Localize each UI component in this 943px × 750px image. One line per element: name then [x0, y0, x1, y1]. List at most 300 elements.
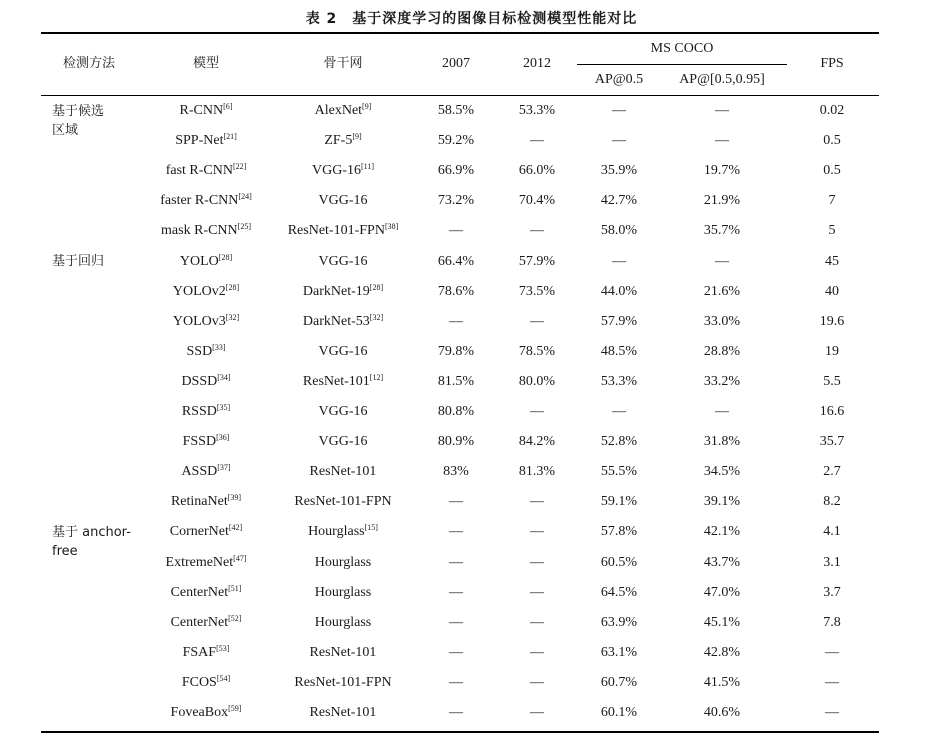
- cell-ap: [704, 615, 740, 631]
- cell-model: [171, 494, 241, 510]
- citation-ref: [28]: [225, 283, 240, 292]
- cell-fps: [825, 705, 839, 721]
- cell-model: [173, 284, 239, 300]
- y2012-text: 70.4%: [518, 193, 556, 208]
- ap50-text: 42.7%: [600, 193, 638, 208]
- group-label-anchor-free: [52, 523, 131, 561]
- header-2007: 2007: [442, 56, 470, 71]
- cell-backbone: [319, 254, 368, 270]
- cell-fps: [820, 404, 845, 420]
- cell-fps: [823, 464, 841, 480]
- y2007-text: 80.9%: [437, 434, 475, 449]
- model-text: fast R-CNN: [165, 163, 233, 178]
- cell-ap: [704, 314, 740, 330]
- cell-model: [160, 193, 251, 209]
- cell-y2012: [519, 374, 555, 390]
- cell-backbone: [303, 374, 383, 390]
- cell-y2007: [438, 254, 474, 270]
- cell-ap50: [601, 314, 637, 330]
- cell-y2007: [438, 284, 474, 300]
- fps-text: —: [825, 705, 839, 720]
- ap-text: 40.6%: [703, 705, 741, 720]
- cell-fps: [823, 133, 841, 149]
- cell-fps: [825, 645, 839, 661]
- cell-ap50: [601, 163, 637, 179]
- y2007-text: —: [449, 223, 463, 238]
- cell-y2012: [530, 645, 544, 661]
- y2007-text: 79.8%: [437, 344, 475, 359]
- citation-ref: [36]: [216, 433, 230, 442]
- fps-text: 40: [825, 284, 839, 299]
- citation-ref: [54]: [216, 674, 231, 683]
- ap50-text: 63.9%: [600, 615, 638, 630]
- y2007-text: —: [449, 555, 463, 570]
- y2012-text: —: [530, 645, 544, 660]
- ap-text: 33.2%: [703, 374, 741, 389]
- y2012-text: —: [530, 404, 544, 419]
- cell-fps: [823, 494, 841, 510]
- model-text: mask R-CNN: [161, 223, 238, 238]
- backbone-text: VGG-16: [318, 254, 368, 269]
- cell-y2012: [530, 314, 544, 330]
- backbone-text: VGG-16: [318, 434, 368, 449]
- cell-model: [183, 434, 230, 450]
- fps-text: 45: [825, 254, 839, 269]
- cell-backbone: [315, 103, 372, 119]
- table-caption: 表 2 基于深度学习的图像目标检测模型性能对比: [305, 11, 638, 27]
- fps-text: 35.7: [819, 434, 845, 449]
- group-label-line: 区域: [52, 123, 79, 138]
- cell-backbone: [324, 133, 361, 149]
- cell-y2012: [530, 555, 544, 571]
- ap-text: 42.8%: [703, 645, 741, 660]
- model-text: CenterNet: [170, 615, 229, 630]
- cell-y2012: [519, 103, 555, 119]
- model-text: CenterNet: [170, 585, 229, 600]
- y2007-text: 59.2%: [437, 133, 475, 148]
- ap50-text: 64.5%: [600, 585, 638, 600]
- cell-ap50: [601, 645, 637, 661]
- cell-backbone: [288, 223, 399, 239]
- cell-ap50: [601, 284, 637, 300]
- backbone-text: ResNet-101: [309, 464, 377, 479]
- cell-model: [182, 404, 230, 420]
- cell-model: [171, 615, 242, 631]
- model-text: FSSD: [182, 434, 217, 449]
- citation-ref: [28]: [218, 253, 233, 262]
- ap-text: —: [715, 254, 729, 269]
- cell-y2007: [438, 103, 474, 119]
- cell-y2007: [449, 705, 463, 721]
- cell-backbone: [315, 615, 372, 631]
- cell-model: [166, 163, 247, 179]
- group-label-regression: [52, 252, 104, 271]
- y2007-text: —: [449, 705, 463, 720]
- y2012-text: —: [530, 675, 544, 690]
- backbone-text: Hourglass: [314, 615, 372, 630]
- header-method: 检测方法: [62, 56, 116, 71]
- cell-y2007: [449, 675, 463, 691]
- y2012-text: —: [530, 524, 544, 539]
- cell-y2007: [449, 494, 463, 510]
- citation-ref: [6]: [223, 102, 233, 111]
- cell-y2007: [438, 374, 474, 390]
- cell-y2007: [449, 524, 463, 540]
- cell-ap50: [612, 103, 626, 119]
- model-text: FoveaBox: [170, 705, 229, 720]
- ap-text: 19.7%: [703, 163, 741, 178]
- backbone-text: DarkNet-53: [302, 314, 370, 329]
- cell-y2012: [530, 705, 544, 721]
- model-text: YOLO: [179, 254, 219, 269]
- citation-ref: [11]: [360, 162, 375, 171]
- y2007-text: 83%: [443, 464, 469, 479]
- cell-fps: [825, 675, 839, 691]
- cell-y2007: [438, 193, 474, 209]
- ap-text: 45.1%: [703, 615, 741, 630]
- y2007-text: 80.8%: [437, 404, 475, 419]
- ap-text: 28.8%: [703, 344, 741, 359]
- cell-y2007: [438, 404, 474, 420]
- ap-text: 31.8%: [703, 434, 741, 449]
- fps-text: 3.1: [823, 555, 841, 570]
- cell-ap: [704, 223, 740, 239]
- cell-fps: [823, 585, 841, 601]
- model-text: SSD: [186, 344, 213, 359]
- ap50-text: 58.0%: [600, 223, 638, 238]
- ap-text: 21.6%: [703, 284, 741, 299]
- citation-ref: [25]: [237, 222, 251, 231]
- cell-backbone: [310, 705, 377, 721]
- ap50-text: 35.9%: [600, 163, 638, 178]
- fps-text: 0.5: [823, 163, 841, 178]
- cell-y2012: [530, 524, 544, 540]
- cell-model: [180, 103, 233, 119]
- citation-ref: [59]: [228, 704, 242, 713]
- cell-ap: [704, 434, 740, 450]
- citation-ref: [21]: [223, 132, 237, 141]
- model-text: RetinaNet: [170, 494, 228, 509]
- y2012-text: 57.9%: [518, 254, 556, 269]
- cell-ap: [704, 374, 740, 390]
- backbone-text: VGG-16: [318, 193, 368, 208]
- cell-y2007: [443, 464, 469, 480]
- cell-model: [173, 314, 239, 330]
- cell-fps: [820, 314, 845, 330]
- ap-text: 35.7%: [703, 223, 741, 238]
- y2007-text: —: [449, 314, 463, 329]
- ap-text: 39.1%: [703, 494, 741, 509]
- cell-ap50: [601, 615, 637, 631]
- cell-ap: [704, 645, 740, 661]
- ap50-text: 60.5%: [600, 555, 638, 570]
- y2012-text: 53.3%: [518, 103, 556, 118]
- cell-fps: [823, 524, 841, 540]
- ap-text: 42.1%: [703, 524, 741, 539]
- citation-ref: [37]: [217, 463, 231, 472]
- cell-fps: [823, 374, 841, 390]
- cell-y2007: [438, 434, 474, 450]
- ap50-text: 44.0%: [600, 284, 638, 299]
- fps-text: 5: [828, 223, 836, 238]
- cell-ap50: [601, 464, 637, 480]
- cell-fps: [820, 434, 845, 450]
- cell-model: [171, 705, 242, 721]
- cell-ap50: [601, 223, 637, 239]
- y2007-text: 66.9%: [437, 163, 475, 178]
- y2012-text: —: [530, 615, 544, 630]
- header-ap50: AP@0.5: [594, 72, 644, 87]
- citation-ref: [47]: [233, 554, 247, 563]
- citation-ref: [32]: [225, 313, 240, 322]
- cell-ap50: [601, 675, 637, 691]
- cell-model: [171, 585, 242, 601]
- group-label-line: 基于 anchor-: [52, 525, 131, 540]
- model-text: ASSD: [181, 464, 218, 479]
- y2007-text: —: [449, 524, 463, 539]
- citation-ref: [15]: [364, 523, 378, 532]
- cell-fps: [825, 344, 839, 360]
- fps-text: 8.2: [823, 494, 841, 509]
- y2007-text: 81.5%: [437, 374, 475, 389]
- model-text: SPP-Net: [175, 133, 224, 148]
- cell-model: [181, 464, 230, 480]
- cell-y2007: [449, 615, 463, 631]
- backbone-text: DarkNet-19: [302, 284, 370, 299]
- y2012-text: —: [530, 223, 544, 238]
- cell-backbone: [319, 193, 368, 209]
- backbone-text: ResNet-101: [309, 705, 377, 720]
- cell-y2007: [449, 555, 463, 571]
- citation-ref: [22]: [232, 162, 247, 171]
- ap50-text: 52.8%: [600, 434, 638, 449]
- cell-y2012: [519, 163, 555, 179]
- ap50-text: 48.5%: [600, 344, 638, 359]
- fps-text: 5.5: [823, 374, 841, 389]
- fps-text: 3.7: [823, 585, 841, 600]
- y2007-text: —: [449, 585, 463, 600]
- ap-text: 47.0%: [703, 585, 741, 600]
- group-label-line: 基于候选: [52, 104, 105, 119]
- cell-ap: [715, 133, 729, 149]
- fps-text: 7: [828, 193, 836, 208]
- ap50-text: 57.8%: [600, 524, 638, 539]
- model-text: YOLOv3: [172, 314, 226, 329]
- cell-ap: [704, 524, 740, 540]
- ap-text: —: [715, 103, 729, 118]
- citation-ref: [28]: [369, 283, 384, 292]
- cell-backbone: [308, 524, 378, 540]
- citation-ref: [24]: [238, 192, 252, 201]
- header-backbone: 骨干网: [323, 56, 363, 71]
- header-rule: [41, 95, 879, 96]
- ap-text: 33.0%: [703, 314, 741, 329]
- y2012-text: —: [530, 705, 544, 720]
- fps-text: 4.1: [823, 524, 841, 539]
- cell-ap: [715, 404, 729, 420]
- cell-ap: [715, 103, 729, 119]
- fps-text: 0.5: [823, 133, 841, 148]
- fps-text: 7.8: [823, 615, 841, 630]
- model-text: RSSD: [181, 404, 217, 419]
- ap50-text: 60.1%: [600, 705, 638, 720]
- citation-ref: [9]: [352, 132, 362, 141]
- y2012-text: —: [530, 585, 544, 600]
- cell-backbone: [303, 314, 383, 330]
- cell-ap50: [601, 434, 637, 450]
- ap50-text: 63.1%: [600, 645, 638, 660]
- cell-fps: [823, 163, 841, 179]
- citation-ref: [52]: [228, 614, 242, 623]
- cell-fps: [829, 223, 836, 239]
- y2012-text: 66.0%: [518, 163, 556, 178]
- y2012-text: 73.5%: [518, 284, 556, 299]
- ap50-text: —: [612, 133, 626, 148]
- y2007-text: 58.5%: [437, 103, 475, 118]
- cell-backbone: [294, 494, 391, 510]
- cell-ap50: [612, 404, 626, 420]
- cell-model: [186, 344, 225, 360]
- cell-y2007: [449, 314, 463, 330]
- y2007-text: —: [449, 615, 463, 630]
- cell-model: [175, 133, 237, 149]
- cell-fps: [829, 193, 836, 209]
- cell-y2012: [530, 223, 544, 239]
- citation-ref: [33]: [212, 343, 226, 352]
- backbone-text: VGG-16: [311, 163, 361, 178]
- cell-ap: [704, 344, 740, 360]
- ap50-text: 57.9%: [600, 314, 638, 329]
- ap-text: 43.7%: [703, 555, 741, 570]
- model-text: DSSD: [181, 374, 218, 389]
- cell-y2007: [449, 585, 463, 601]
- cell-ap: [704, 705, 740, 721]
- ap50-text: 59.1%: [600, 494, 638, 509]
- cell-y2012: [530, 133, 544, 149]
- cell-fps: [825, 254, 839, 270]
- cell-ap50: [601, 524, 637, 540]
- cell-ap: [704, 464, 740, 480]
- y2012-text: 84.2%: [518, 434, 556, 449]
- citation-ref: [38]: [384, 222, 399, 231]
- fps-text: —: [825, 675, 839, 690]
- cell-y2012: [519, 434, 555, 450]
- cell-backbone: [315, 585, 372, 601]
- cell-ap50: [612, 254, 626, 270]
- cell-y2012: [530, 404, 544, 420]
- cell-ap50: [612, 133, 626, 149]
- y2012-text: —: [530, 494, 544, 509]
- cell-model: [180, 254, 232, 270]
- citation-ref: [42]: [228, 523, 243, 532]
- cell-ap: [704, 284, 740, 300]
- cell-y2012: [530, 494, 544, 510]
- cell-backbone: [315, 555, 372, 571]
- cell-ap: [704, 494, 740, 510]
- ap-text: 41.5%: [703, 675, 741, 690]
- model-text: faster R-CNN: [160, 193, 239, 208]
- ap-text: 21.9%: [703, 193, 741, 208]
- cell-ap50: [601, 193, 637, 209]
- ap50-text: 53.3%: [600, 374, 638, 389]
- header-fps: FPS: [820, 56, 844, 71]
- backbone-text: Hourglass: [314, 585, 372, 600]
- cell-ap: [715, 254, 729, 270]
- fps-text: 2.7: [823, 464, 841, 479]
- citation-ref: [53]: [216, 644, 230, 653]
- header-ap: AP@[0.5,0.95]: [679, 72, 765, 87]
- citation-ref: [51]: [228, 584, 242, 593]
- fps-text: 19.6: [819, 314, 845, 329]
- y2012-text: 81.3%: [518, 464, 556, 479]
- y2007-text: 73.2%: [437, 193, 475, 208]
- header-ms-coco: MS COCO: [650, 41, 714, 56]
- model-text: R-CNN: [179, 103, 224, 118]
- cell-y2012: [519, 254, 555, 270]
- backbone-text: ResNet-101-FPN: [287, 223, 385, 238]
- cell-model: [170, 524, 242, 540]
- header-2012: 2012: [523, 56, 551, 71]
- cell-y2007: [438, 344, 474, 360]
- cell-ap50: [601, 705, 637, 721]
- cell-ap: [704, 675, 740, 691]
- citation-ref: [9]: [362, 102, 372, 111]
- bottom-rule: [41, 731, 879, 733]
- cell-y2007: [449, 645, 463, 661]
- cell-backbone: [319, 404, 368, 420]
- cell-ap50: [601, 585, 637, 601]
- model-text: YOLOv2: [172, 284, 226, 299]
- cell-y2007: [449, 223, 463, 239]
- cell-fps: [820, 103, 845, 119]
- cell-ap: [704, 193, 740, 209]
- model-text: FCOS: [181, 675, 217, 690]
- cell-backbone: [310, 645, 377, 661]
- cell-y2007: [438, 133, 474, 149]
- cell-ap50: [601, 374, 637, 390]
- fps-text: 19: [825, 344, 839, 359]
- cell-model: [161, 223, 251, 239]
- group-label-line: 基于回归: [52, 254, 105, 269]
- y2007-text: 66.4%: [437, 254, 475, 269]
- backbone-text: ZF-5: [324, 133, 353, 148]
- top-rule: [41, 32, 879, 34]
- backbone-text: ResNet-101-FPN: [294, 675, 392, 690]
- cell-y2012: [530, 675, 544, 691]
- header-model: 模型: [192, 56, 220, 71]
- cell-y2012: [519, 193, 555, 209]
- cell-fps: [825, 284, 839, 300]
- y2012-text: —: [530, 555, 544, 570]
- cell-y2007: [438, 163, 474, 179]
- model-text: CornerNet: [169, 524, 229, 539]
- y2012-text: —: [530, 314, 544, 329]
- ap50-text: 55.5%: [600, 464, 638, 479]
- cell-y2012: [519, 344, 555, 360]
- cell-ap: [704, 585, 740, 601]
- cell-backbone: [310, 464, 377, 480]
- group-label-line: free: [52, 544, 78, 559]
- ap-text: —: [715, 133, 729, 148]
- y2007-text: —: [449, 645, 463, 660]
- citation-ref: [12]: [369, 373, 384, 382]
- group-label-region: [52, 102, 104, 140]
- ap50-text: —: [612, 103, 626, 118]
- y2007-text: 78.6%: [437, 284, 475, 299]
- backbone-text: Hourglass: [314, 555, 372, 570]
- backbone-text: ResNet-101: [309, 645, 377, 660]
- cell-backbone: [312, 163, 374, 179]
